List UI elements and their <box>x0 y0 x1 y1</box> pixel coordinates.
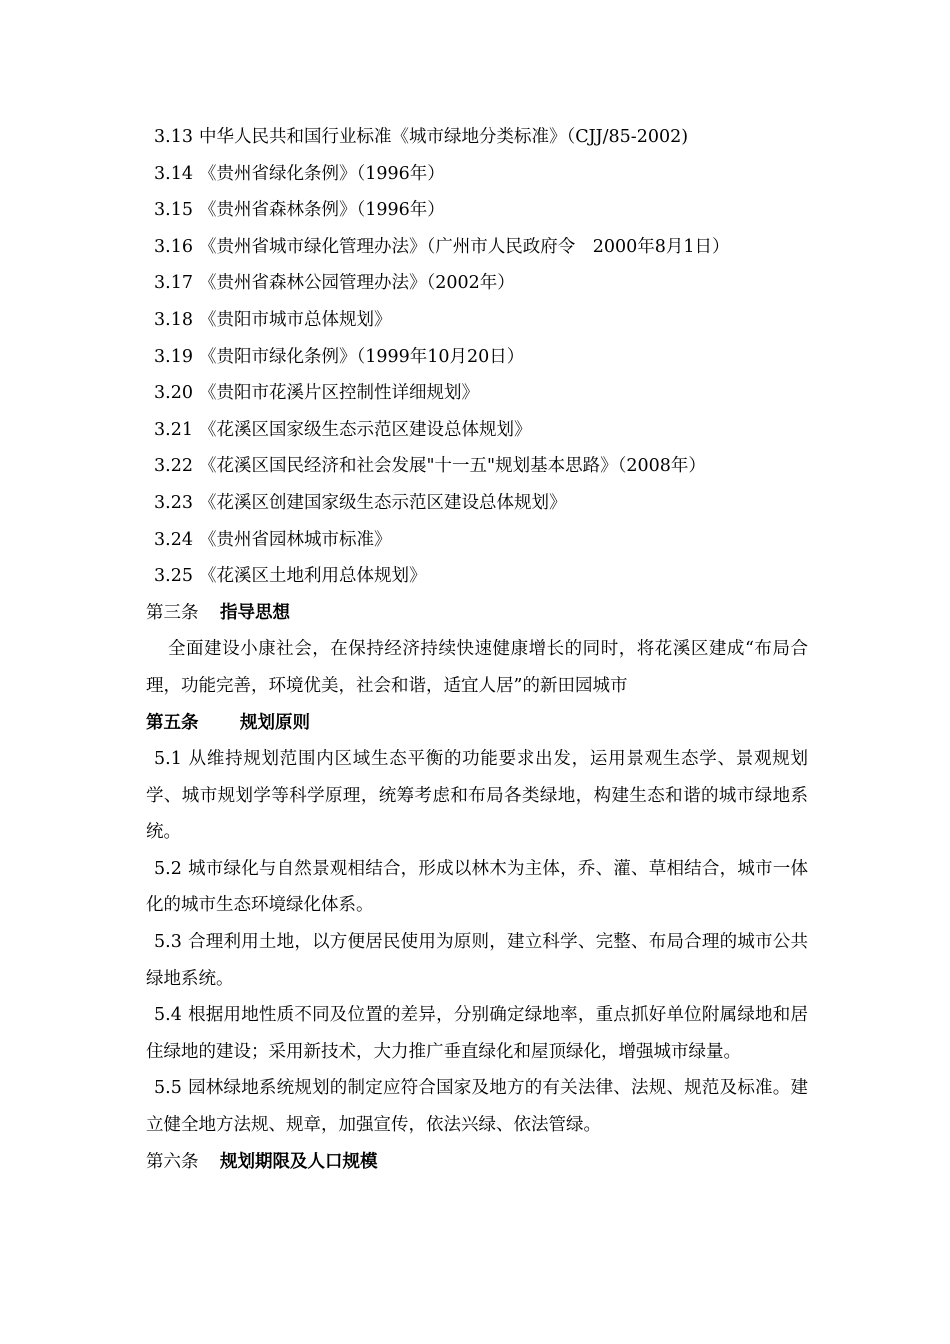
reference-item <box>146 558 808 595</box>
principle-text: 根据用地性质不同及位置的差异，分别确定绿地率，重点抓好单位附属绿地和居住绿地的建设；采用新技术，大力推广垂直绿化和屋顶绿化，增强城市绿量。 <box>146 1005 808 1062</box>
section-heading-3 <box>146 595 808 632</box>
section-label: 第六条 <box>146 1151 199 1172</box>
reference-item <box>146 412 808 449</box>
reference-number: 3.18 <box>154 309 193 330</box>
reference-text: 中华人民共和国行业标准《城市绿地分类标准》（CJJ/85-2002) <box>198 127 689 147</box>
principle-item <box>146 997 808 1070</box>
reference-text: 《贵阳市绿化条例》（1999年10月20日） <box>198 346 525 367</box>
reference-number: 3.25 <box>154 566 193 587</box>
principle-number: 5.5 <box>154 1078 182 1099</box>
reference-text: 《花溪区国家级生态示范区建设总体规划》 <box>198 419 532 440</box>
reference-text: 《贵州省城市绿化管理办法》（广州市人民政府令 2000年8月1日） <box>198 236 730 257</box>
reference-item <box>146 302 808 339</box>
principle-text: 园林绿地系统规划的制定应符合国家及地方的有关法律、法规、规范及标准。建立健全地方法规、规章，加强宣传，依法兴绿、依法管绿。 <box>146 1078 808 1136</box>
principle-number: 5.3 <box>154 932 182 953</box>
reference-item <box>146 192 808 229</box>
section-heading-6 <box>146 1144 808 1181</box>
reference-number: 3.16 <box>154 236 193 257</box>
reference-text: 《花溪区创建国家级生态示范区建设总体规划》 <box>198 492 567 513</box>
principle-text: 城市绿化与自然景观相结合，形成以林木为主体，乔、灌、草相结合，城市一体化的城市生态环境绿化体系。 <box>146 858 808 916</box>
reference-number: 3.23 <box>154 492 193 513</box>
principle-number: 5.2 <box>154 858 182 879</box>
reference-item <box>146 265 808 302</box>
reference-item <box>146 339 808 376</box>
reference-text: 《花溪区国民经济和社会发展"十一五"规划基本思路》（2008年） <box>198 456 706 477</box>
document-content <box>146 119 808 1180</box>
section-title: 指导思想 <box>220 602 290 623</box>
reference-item <box>146 522 808 559</box>
reference-number: 3.22 <box>154 456 193 477</box>
reference-number: 3.14 <box>154 163 193 184</box>
reference-item <box>146 156 808 193</box>
reference-number: 3.19 <box>154 346 193 367</box>
reference-number: 3.21 <box>154 419 193 440</box>
principle-text: 从维持规划范围内区域生态平衡的功能要求出发，运用景观生态学、景观规划学、城市规划学等科学原理，统筹考虑和布局各类绿地，构建生态和谐的城市绿地系统。 <box>146 749 808 843</box>
reference-item <box>146 448 808 485</box>
reference-item <box>146 119 808 156</box>
principle-number: 5.4 <box>154 1005 182 1026</box>
principle-item <box>146 851 808 924</box>
principle-item <box>146 924 808 997</box>
section-heading-5 <box>146 705 808 742</box>
reference-text: 《贵州省森林公园管理办法》（2002年） <box>198 273 515 294</box>
reference-item <box>146 485 808 522</box>
reference-text: 《花溪区土地利用总体规划》 <box>198 566 427 587</box>
section-3-body: 全面建设小康社会，在保持经济持续快速健康增长的同时，将花溪区建成“布局合理，功能完善，环境优美，社会和谐，适宜人居”的新田园城市 <box>146 639 808 696</box>
reference-number: 3.17 <box>154 273 193 294</box>
section-title: 规划原则 <box>240 712 310 733</box>
reference-text: 《贵州省森林条例》（1996年） <box>198 200 445 221</box>
reference-number: 3.13 <box>154 127 193 147</box>
section-title: 规划期限及人口规模 <box>220 1151 378 1172</box>
reference-number: 3.24 <box>154 529 193 550</box>
principle-item <box>146 1070 808 1143</box>
reference-text: 《贵州省绿化条例》（1996年） <box>198 163 445 184</box>
reference-item <box>146 229 808 266</box>
section-label: 第五条 <box>146 712 199 733</box>
reference-text: 《贵阳市花溪片区控制性详细规划》 <box>198 383 479 404</box>
principle-number: 5.1 <box>154 749 182 770</box>
principle-text: 合理利用土地，以方便居民使用为原则，建立科学、完整、布局合理的城市公共绿地系统。 <box>146 932 808 989</box>
reference-text: 《贵州省园林城市标准》 <box>198 529 392 550</box>
reference-text: 《贵阳市城市总体规划》 <box>198 309 392 330</box>
reference-item <box>146 375 808 412</box>
reference-number: 3.15 <box>154 200 193 221</box>
principle-item <box>146 741 808 851</box>
section-label: 第三条 <box>146 602 199 623</box>
reference-number: 3.20 <box>154 383 193 404</box>
